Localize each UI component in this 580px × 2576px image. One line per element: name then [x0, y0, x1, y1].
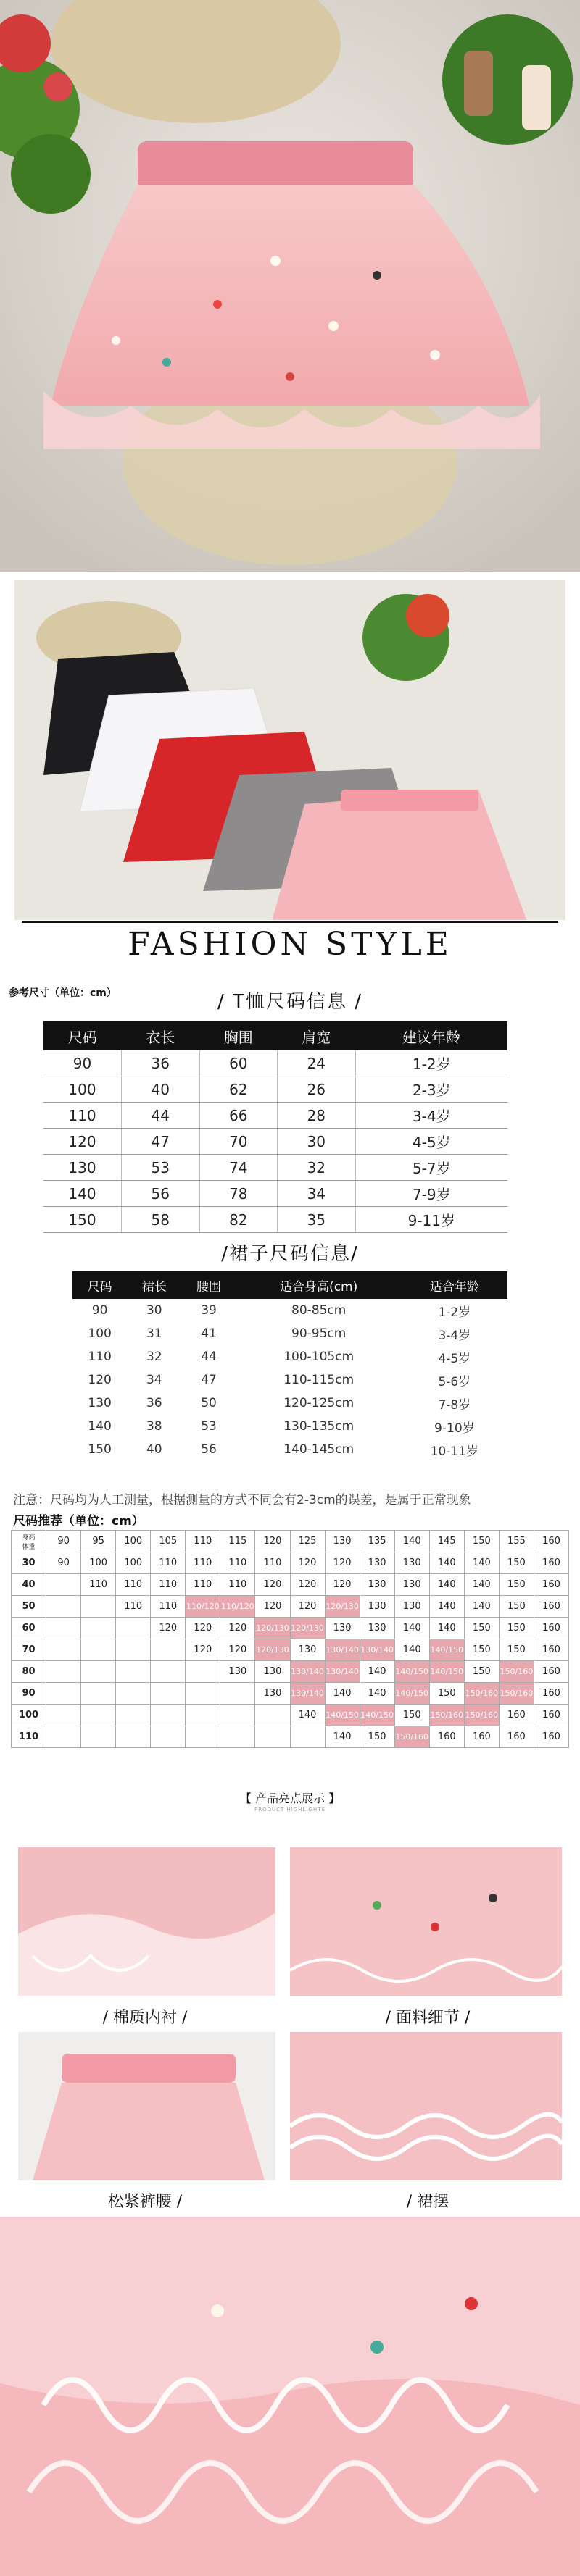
grid-cell: 140 [394, 1639, 429, 1661]
grid-cell: 150 [464, 1661, 499, 1683]
grid-cell: 160 [534, 1596, 568, 1618]
height-header: 100 [116, 1531, 151, 1552]
grid-cell: 120 [186, 1618, 220, 1639]
grid-cell: 120/130 [325, 1596, 360, 1618]
grid-cell: 130 [360, 1552, 394, 1574]
table-cell: 53 [122, 1155, 200, 1181]
grid-cell [220, 1705, 255, 1726]
grid-cell: 130 [255, 1683, 290, 1705]
table-row [72, 1415, 508, 1438]
detail-photo-waistband [18, 2032, 276, 2180]
grid-cell [186, 1683, 220, 1705]
table-cell: 1-2岁 [355, 1050, 508, 1076]
grid-cell [255, 1726, 290, 1748]
table-cell: 130 [44, 1155, 122, 1181]
table-cell: 150 [44, 1207, 122, 1233]
table-cell: 56 [122, 1181, 200, 1207]
grid-cell: 120 [290, 1574, 325, 1596]
grid-cell: 110 [116, 1574, 151, 1596]
height-header: 115 [220, 1531, 255, 1552]
height-header: 110 [186, 1531, 220, 1552]
grid-cell: 160 [534, 1618, 568, 1639]
grid-cell: 120 [290, 1552, 325, 1574]
table-row [72, 1368, 508, 1392]
grid-corner [12, 1531, 46, 1552]
detail-photo-hem [290, 2032, 562, 2180]
weight-header: 100 [12, 1705, 46, 1726]
table-cell: 2-3岁 [355, 1076, 508, 1103]
grid-cell: 120 [325, 1552, 360, 1574]
grid-cell: 130 [394, 1574, 429, 1596]
table-row [12, 1552, 569, 1574]
detail-photo-lining [18, 1847, 276, 1996]
table-row [12, 1596, 569, 1618]
grid-cell: 120 [255, 1574, 290, 1596]
grid-cell: 160 [464, 1726, 499, 1748]
size-recommendation-grid [11, 1530, 569, 1748]
table-cell: 40 [122, 1076, 200, 1103]
grid-cell: 160 [534, 1574, 568, 1596]
table-cell: 24 [278, 1050, 356, 1076]
grid-cell: 140 [360, 1661, 394, 1683]
grid-cell: 150/160 [464, 1683, 499, 1705]
grid-cell: 130 [360, 1574, 394, 1596]
table-cell: 5-7岁 [355, 1155, 508, 1181]
table-cell: 30 [146, 1303, 162, 1318]
grid-cell: 120 [290, 1596, 325, 1618]
grid-cell: 120 [151, 1618, 186, 1639]
table-header-row [44, 1021, 508, 1050]
grid-cell: 150 [499, 1639, 534, 1661]
table-cell: 47 [201, 1373, 217, 1387]
caption-hem: / 裙摆 [406, 2193, 450, 2211]
grid-cell [81, 1639, 116, 1661]
grid-cell: 160 [429, 1726, 464, 1748]
table-cell: 78 [199, 1181, 278, 1207]
table-cell: 82 [199, 1207, 278, 1233]
column-header: 适合年龄 [402, 1271, 508, 1299]
table-cell: 100-105cm [283, 1350, 355, 1364]
table-cell: 150 [88, 1442, 112, 1457]
grid-cell: 150 [429, 1683, 464, 1705]
grid-cell [151, 1639, 186, 1661]
table-cell: 110 [88, 1350, 112, 1364]
grid-cell: 160 [534, 1705, 568, 1726]
grid-cell [46, 1596, 81, 1618]
tshirt-size-title: / T恤尺码信息 / [218, 991, 362, 1013]
column-header: 衣长 [122, 1021, 200, 1050]
height-header: 135 [360, 1531, 394, 1552]
table-cell: 58 [122, 1207, 200, 1233]
grid-cell: 140 [429, 1596, 464, 1618]
grid-cell: 120/130 [255, 1618, 290, 1639]
grid-cell: 160 [534, 1552, 568, 1574]
grid-cell: 140/150 [325, 1705, 360, 1726]
table-cell: 90-95cm [291, 1326, 347, 1341]
column-header: 裙长 [127, 1271, 181, 1299]
table-cell: 130-135cm [283, 1419, 355, 1434]
grid-cell [220, 1726, 255, 1748]
height-header: 105 [151, 1531, 186, 1552]
grid-cell: 150 [360, 1726, 394, 1748]
weight-header: 80 [12, 1661, 46, 1683]
grid-cell: 150 [499, 1552, 534, 1574]
photo-color-lineup [0, 572, 580, 963]
table-cell: 120-125cm [283, 1396, 355, 1410]
grid-cell: 140/150 [360, 1705, 394, 1726]
tshirt-size-table [44, 1021, 508, 1233]
grid-cell: 160 [534, 1661, 568, 1683]
table-cell: 10-11岁 [430, 1444, 479, 1459]
grid-cell: 120 [255, 1596, 290, 1618]
grid-cell: 110 [116, 1596, 151, 1618]
grid-cell: 140 [360, 1683, 394, 1705]
table-cell: 7-9岁 [355, 1181, 508, 1207]
skirt-size-table [72, 1271, 508, 1461]
height-header: 140 [394, 1531, 429, 1552]
table-cell: 110-115cm [283, 1373, 355, 1387]
table-cell: 90 [91, 1303, 108, 1318]
grid-cell: 100 [81, 1552, 116, 1574]
grid-cell [151, 1661, 186, 1683]
height-header: 145 [429, 1531, 464, 1552]
grid-cell: 110 [220, 1574, 255, 1596]
highlights-subtitle: PRODUCT HIGHLIGHTS [254, 1807, 326, 1812]
table-row [44, 1181, 508, 1207]
grid-cell: 140 [325, 1726, 360, 1748]
table-row [44, 1129, 508, 1155]
table-cell: 31 [146, 1326, 162, 1341]
grid-cell: 120/130 [255, 1639, 290, 1661]
weight-header: 70 [12, 1639, 46, 1661]
weight-header: 30 [12, 1552, 46, 1574]
grid-cell [151, 1705, 186, 1726]
table-cell: 80-85cm [291, 1303, 347, 1318]
height-header: 155 [499, 1531, 534, 1552]
caption-lining: / 棉质内衬 / [102, 2009, 188, 2027]
corner-height-label: 身高 [22, 1534, 36, 1542]
grid-cell: 130/140 [290, 1683, 325, 1705]
table-row [44, 1103, 508, 1129]
grid-cell: 150 [499, 1574, 534, 1596]
grid-cell [186, 1661, 220, 1683]
grid-cell [81, 1618, 116, 1639]
grid-cell [116, 1661, 151, 1683]
grid-cell: 150/160 [464, 1705, 499, 1726]
grid-cell: 110 [186, 1552, 220, 1574]
measurement-note: 注意：尺码均为人工测量，根据测量的方式不同会有2-3cm的误差，是属于正常现象 [13, 1493, 471, 1507]
table-row [44, 1050, 508, 1076]
table-row [12, 1683, 569, 1705]
grid-cell [116, 1618, 151, 1639]
grid-cell: 150 [499, 1596, 534, 1618]
table-cell: 5-6岁 [438, 1374, 471, 1389]
grid-cell [81, 1661, 116, 1683]
table-cell: 140-145cm [283, 1442, 355, 1457]
height-header: 120 [255, 1531, 290, 1552]
grid-cell: 110/120 [220, 1596, 255, 1618]
reference-size-label: 参考尺寸（单位：cm） [9, 987, 117, 999]
grid-cell: 140 [290, 1705, 325, 1726]
grid-cell [290, 1726, 325, 1748]
grid-cell: 140/150 [394, 1661, 429, 1683]
table-cell: 53 [201, 1419, 217, 1434]
grid-cell [46, 1705, 81, 1726]
table-row [12, 1574, 569, 1596]
grid-cell: 150/160 [394, 1726, 429, 1748]
grid-cell [46, 1683, 81, 1705]
grid-cell: 110 [186, 1574, 220, 1596]
grid-cell: 130/140 [290, 1661, 325, 1683]
grid-cell: 150 [499, 1618, 534, 1639]
weight-header: 110 [12, 1726, 46, 1748]
table-cell: 66 [199, 1103, 278, 1129]
grid-cell [46, 1726, 81, 1748]
table-row [12, 1661, 569, 1683]
grid-cell [116, 1639, 151, 1661]
grid-cell [151, 1726, 186, 1748]
table-cell: 70 [199, 1129, 278, 1155]
table-row [12, 1705, 569, 1726]
fashion-style-banner [0, 920, 580, 963]
grid-cell: 110/120 [186, 1596, 220, 1618]
grid-cell: 160 [499, 1726, 534, 1748]
table-cell: 120 [44, 1129, 122, 1155]
height-header: 160 [534, 1531, 568, 1552]
grid-cell: 120 [325, 1574, 360, 1596]
grid-cell: 130 [360, 1596, 394, 1618]
grid-cell: 110 [81, 1574, 116, 1596]
grid-cell: 110 [255, 1552, 290, 1574]
table-cell: 34 [146, 1373, 162, 1387]
grid-cell: 150 [464, 1618, 499, 1639]
grid-cell [46, 1661, 81, 1683]
height-header: 130 [325, 1531, 360, 1552]
grid-cell: 130 [360, 1618, 394, 1639]
table-cell: 110 [44, 1103, 122, 1129]
table-row [12, 1726, 569, 1748]
grid-cell: 130 [325, 1618, 360, 1639]
table-cell: 90 [44, 1050, 122, 1076]
grid-cell: 120/130 [290, 1618, 325, 1639]
grid-cell: 150/160 [499, 1683, 534, 1705]
table-cell: 74 [199, 1155, 278, 1181]
table-cell: 39 [201, 1303, 217, 1318]
grid-cell: 140 [429, 1618, 464, 1639]
table-cell: 44 [122, 1103, 200, 1129]
grid-cell [81, 1705, 116, 1726]
column-header: 肩宽 [278, 1021, 356, 1050]
grid-cell: 130 [220, 1661, 255, 1683]
table-cell: 60 [199, 1050, 278, 1076]
grid-cell: 140/150 [429, 1639, 464, 1661]
table-cell: 41 [201, 1326, 217, 1341]
table-cell: 62 [199, 1076, 278, 1103]
grid-cell [46, 1618, 81, 1639]
table-cell: 140 [44, 1181, 122, 1207]
weight-header: 50 [12, 1596, 46, 1618]
table-cell: 32 [278, 1155, 356, 1181]
table-row [72, 1322, 508, 1345]
grid-cell: 150 [464, 1639, 499, 1661]
grid-cell: 140 [464, 1596, 499, 1618]
highlights-title: 【 产品亮点展示 】 [239, 1791, 341, 1805]
grid-cell: 120 [186, 1639, 220, 1661]
grid-cell [116, 1726, 151, 1748]
banner-title: FASHION STYLE [128, 926, 452, 963]
skirt-size-title: /裙子尺码信息/ [221, 1243, 359, 1265]
grid-cell: 130 [394, 1552, 429, 1574]
caption-fabric: / 面料细节 / [385, 2009, 471, 2027]
table-cell: 120 [88, 1373, 112, 1387]
table-header-row [72, 1271, 508, 1299]
table-cell: 36 [122, 1050, 200, 1076]
grid-cell: 140 [464, 1574, 499, 1596]
grid-cell: 160 [499, 1705, 534, 1726]
grid-cell: 110 [220, 1552, 255, 1574]
grid-cell: 140 [394, 1618, 429, 1639]
table-row [12, 1618, 569, 1639]
grid-cell: 120 [220, 1639, 255, 1661]
grid-cell: 130/140 [325, 1661, 360, 1683]
table-cell: 140 [88, 1419, 112, 1434]
table-row [44, 1076, 508, 1103]
table-cell: 3-4岁 [438, 1328, 471, 1343]
grid-cell [186, 1726, 220, 1748]
weight-header: 90 [12, 1683, 46, 1705]
grid-cell: 120 [220, 1618, 255, 1639]
grid-cell [81, 1726, 116, 1748]
grid-cell: 110 [151, 1574, 186, 1596]
table-cell: 100 [88, 1326, 112, 1341]
grid-cell [151, 1683, 186, 1705]
grid-cell: 110 [151, 1552, 186, 1574]
height-header: 95 [81, 1531, 116, 1552]
grid-cell: 130 [255, 1661, 290, 1683]
detail-photo-fabric [290, 1847, 562, 1996]
grid-cell: 150 [394, 1705, 429, 1726]
table-cell: 28 [278, 1103, 356, 1129]
column-header: 尺码 [44, 1021, 122, 1050]
grid-cell [46, 1574, 81, 1596]
grid-cell: 160 [534, 1639, 568, 1661]
table-cell: 32 [146, 1350, 162, 1364]
table-row [72, 1299, 508, 1322]
weight-header: 40 [12, 1574, 46, 1596]
grid-cell: 140 [325, 1683, 360, 1705]
table-cell: 30 [278, 1129, 356, 1155]
grid-header-row [12, 1531, 569, 1552]
grid-cell: 140 [429, 1574, 464, 1596]
table-cell: 7-8岁 [438, 1397, 471, 1413]
table-cell: 4-5岁 [438, 1351, 471, 1366]
column-header: 建议年龄 [355, 1021, 508, 1050]
table-cell: 1-2岁 [438, 1305, 471, 1320]
table-cell: 56 [201, 1442, 217, 1457]
grid-cell: 150/160 [499, 1661, 534, 1683]
table-cell: 40 [146, 1442, 162, 1457]
grid-cell: 160 [534, 1683, 568, 1705]
grid-cell [116, 1705, 151, 1726]
grid-cell: 150/160 [429, 1705, 464, 1726]
column-header: 胸围 [199, 1021, 278, 1050]
table-cell: 4-5岁 [355, 1129, 508, 1155]
table-cell: 34 [278, 1181, 356, 1207]
grid-cell: 90 [46, 1552, 81, 1574]
grid-cell: 130 [290, 1639, 325, 1661]
grid-cell: 130 [394, 1596, 429, 1618]
closeup-photo-ruffle [0, 2217, 580, 2576]
grid-cell: 160 [534, 1726, 568, 1748]
grid-cell [81, 1683, 116, 1705]
column-header: 腰围 [181, 1271, 236, 1299]
table-cell: 50 [201, 1396, 217, 1410]
grid-cell: 100 [116, 1552, 151, 1574]
table-row [44, 1207, 508, 1233]
table-row [12, 1639, 569, 1661]
table-cell: 3-4岁 [355, 1103, 508, 1129]
grid-cell [255, 1705, 290, 1726]
grid-cell: 130/140 [325, 1639, 360, 1661]
grid-cell [220, 1683, 255, 1705]
table-row [72, 1345, 508, 1368]
grid-cell: 110 [151, 1596, 186, 1618]
table-cell: 130 [88, 1396, 112, 1410]
height-header: 150 [464, 1531, 499, 1552]
table-cell: 26 [278, 1076, 356, 1103]
column-header: 适合身高(cm) [236, 1271, 402, 1299]
table-row [44, 1155, 508, 1181]
grid-cell [116, 1683, 151, 1705]
grid-cell [81, 1596, 116, 1618]
table-cell: 35 [278, 1207, 356, 1233]
height-header: 90 [46, 1531, 81, 1552]
table-cell: 100 [44, 1076, 122, 1103]
grid-cell: 140 [429, 1552, 464, 1574]
corner-weight-label: 体重 [22, 1543, 36, 1551]
table-cell: 9-10岁 [434, 1421, 475, 1436]
grid-cell: 140/150 [429, 1661, 464, 1683]
grid-cell: 140/150 [394, 1683, 429, 1705]
banner-rule [22, 921, 558, 923]
table-cell: 44 [201, 1350, 217, 1364]
hero-photo-pink-skirt [0, 0, 580, 572]
size-recommendation-title: 尺码推荐（单位：cm） [13, 1514, 144, 1529]
table-cell: 9-11岁 [355, 1207, 508, 1233]
grid-cell [46, 1639, 81, 1661]
grid-cell: 140 [464, 1552, 499, 1574]
table-cell: 38 [146, 1419, 162, 1434]
column-header: 尺码 [72, 1271, 127, 1299]
table-cell: 36 [146, 1396, 162, 1410]
table-cell: 47 [122, 1129, 200, 1155]
table-row [72, 1438, 508, 1461]
height-header: 125 [290, 1531, 325, 1552]
grid-cell [186, 1705, 220, 1726]
grid-cell: 130/140 [360, 1639, 394, 1661]
table-row [72, 1392, 508, 1415]
caption-waistband: 松紧裤腰 / [107, 2193, 183, 2211]
weight-header: 60 [12, 1618, 46, 1639]
